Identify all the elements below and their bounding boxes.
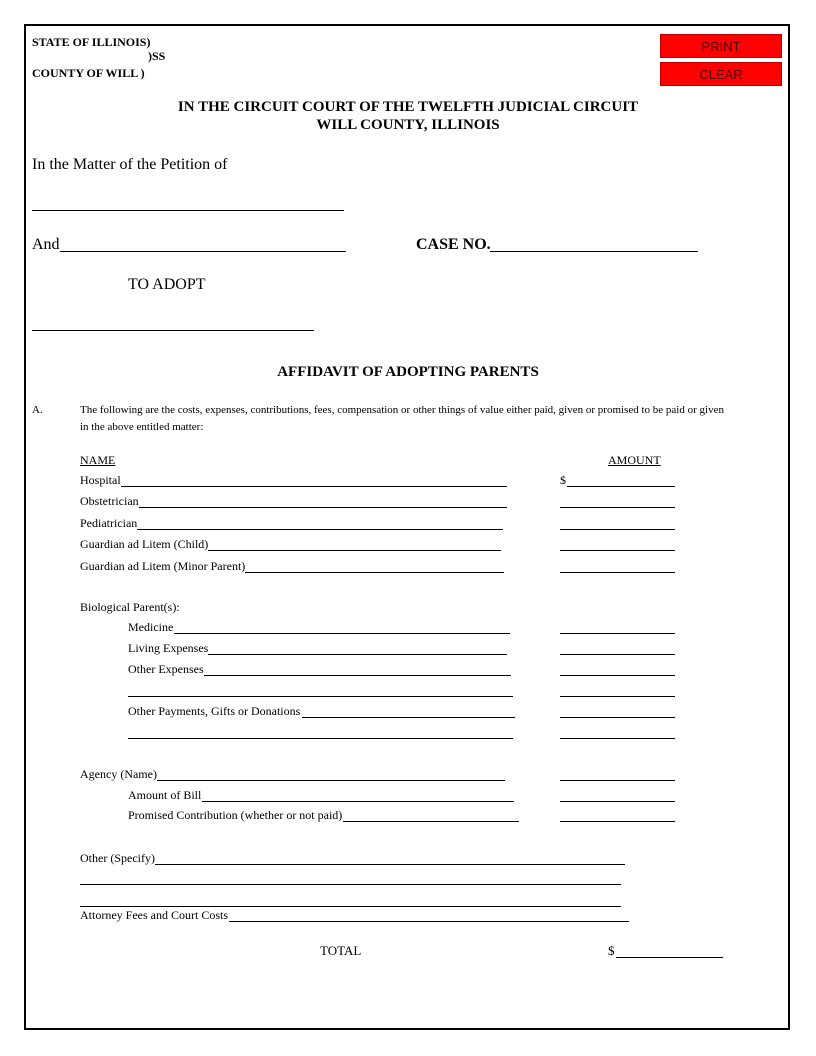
copetitioner-line[interactable] bbox=[60, 251, 346, 252]
print-button[interactable]: PRINT bbox=[660, 34, 782, 58]
name-column-header: NAME bbox=[80, 453, 116, 467]
other-expenses-name-line[interactable] bbox=[204, 675, 511, 676]
page-frame bbox=[24, 24, 790, 1030]
promised-contribution-label: Promised Contribution (whether or not paid) bbox=[128, 808, 343, 822]
section-a-text-2: in the above entitled matter: bbox=[80, 421, 204, 433]
other-specify-line-3[interactable] bbox=[80, 906, 621, 907]
other-specify-label: Other (Specify) bbox=[80, 851, 155, 865]
ss-label: )SS bbox=[148, 49, 166, 63]
other-expenses-label: Other Expenses bbox=[128, 662, 204, 676]
hospital-label: Hospital bbox=[80, 473, 121, 487]
amount-of-bill-amount-line[interactable] bbox=[560, 801, 675, 802]
hospital-name-line[interactable] bbox=[121, 486, 507, 487]
amount-of-bill-label: Amount of Bill bbox=[128, 788, 202, 802]
section-a-text-1: The following are the costs, expenses, contributions, fees, compensation or other things of value either paid, given or promised to be paid or given bbox=[80, 404, 724, 416]
gal-child-name-line[interactable] bbox=[208, 550, 501, 551]
section-a-letter: A. bbox=[32, 404, 43, 416]
attorney-fees-label: Attorney Fees and Court Costs bbox=[80, 908, 228, 922]
gal-child-label: Guardian ad Litem (Child) bbox=[80, 537, 209, 551]
medicine-name-line[interactable] bbox=[174, 633, 510, 634]
obstetrician-amount-line[interactable] bbox=[560, 507, 675, 508]
other-expenses-extra-line[interactable] bbox=[128, 696, 513, 697]
matter-label: In the Matter of the Petition of bbox=[32, 156, 228, 173]
promised-contribution-amount-line[interactable] bbox=[560, 821, 675, 822]
and-label: And bbox=[32, 236, 60, 253]
other-expenses-extra-amount-line[interactable] bbox=[560, 696, 675, 697]
total-label: TOTAL bbox=[320, 943, 362, 958]
adoptee-line[interactable] bbox=[32, 330, 314, 331]
obstetrician-label: Obstetrician bbox=[80, 494, 139, 508]
gal-child-amount-line[interactable] bbox=[560, 550, 675, 551]
attorney-fees-line[interactable] bbox=[229, 921, 629, 922]
other-payments-amount-line[interactable] bbox=[560, 717, 675, 718]
affidavit-title: AFFIDAVIT OF ADOPTING PARENTS bbox=[277, 364, 539, 380]
gal-minor-label: Guardian ad Litem (Minor Parent) bbox=[80, 559, 246, 573]
living-label: Living Expenses bbox=[128, 641, 209, 655]
other-payments-name-line[interactable] bbox=[302, 717, 515, 718]
medicine-label: Medicine bbox=[128, 620, 174, 634]
amount-of-bill-line[interactable] bbox=[202, 801, 514, 802]
pediatrician-label: Pediatrician bbox=[80, 516, 138, 530]
county-label: COUNTY OF WILL ) bbox=[32, 66, 145, 80]
obstetrician-name-line[interactable] bbox=[139, 507, 507, 508]
case-no-line[interactable] bbox=[490, 251, 698, 252]
state-label: STATE OF ILLINOIS) bbox=[32, 35, 151, 49]
agency-name-line[interactable] bbox=[157, 780, 505, 781]
gal-minor-name-line[interactable] bbox=[245, 572, 504, 573]
clear-button[interactable]: CLEAR bbox=[660, 62, 782, 86]
bio-parents-label: Biological Parent(s): bbox=[80, 600, 180, 614]
total-dollar-sign: $ bbox=[608, 943, 615, 958]
case-no-label: CASE NO. bbox=[416, 236, 491, 253]
court-county: WILL COUNTY, ILLINOIS bbox=[316, 117, 500, 133]
agency-label: Agency (Name) bbox=[80, 767, 157, 781]
other-expenses-amount-line[interactable] bbox=[560, 675, 675, 676]
amount-column-header: AMOUNT bbox=[608, 453, 661, 467]
living-amount-line[interactable] bbox=[560, 654, 675, 655]
other-payments-label: Other Payments, Gifts or Donations bbox=[128, 704, 301, 718]
hospital-amount-line[interactable] bbox=[567, 486, 675, 487]
petitioner-line[interactable] bbox=[32, 210, 344, 211]
court-title: IN THE CIRCUIT COURT OF THE TWELFTH JUDICIAL CIRCUIT bbox=[177, 99, 639, 115]
other-specify-line[interactable] bbox=[155, 864, 625, 865]
pediatrician-name-line[interactable] bbox=[137, 529, 503, 530]
agency-amount-line[interactable] bbox=[560, 780, 675, 781]
total-amount-line[interactable] bbox=[616, 957, 723, 958]
other-payments-extra-amount-line[interactable] bbox=[560, 738, 675, 739]
medicine-amount-line[interactable] bbox=[560, 633, 675, 634]
hospital-dollar-sign: $ bbox=[560, 473, 566, 487]
other-payments-extra-line[interactable] bbox=[128, 738, 513, 739]
other-specify-line-2[interactable] bbox=[80, 884, 621, 885]
living-name-line[interactable] bbox=[208, 654, 507, 655]
to-adopt-label: TO ADOPT bbox=[128, 276, 206, 293]
gal-minor-amount-line[interactable] bbox=[560, 572, 675, 573]
promised-contribution-line[interactable] bbox=[343, 821, 519, 822]
pediatrician-amount-line[interactable] bbox=[560, 529, 675, 530]
